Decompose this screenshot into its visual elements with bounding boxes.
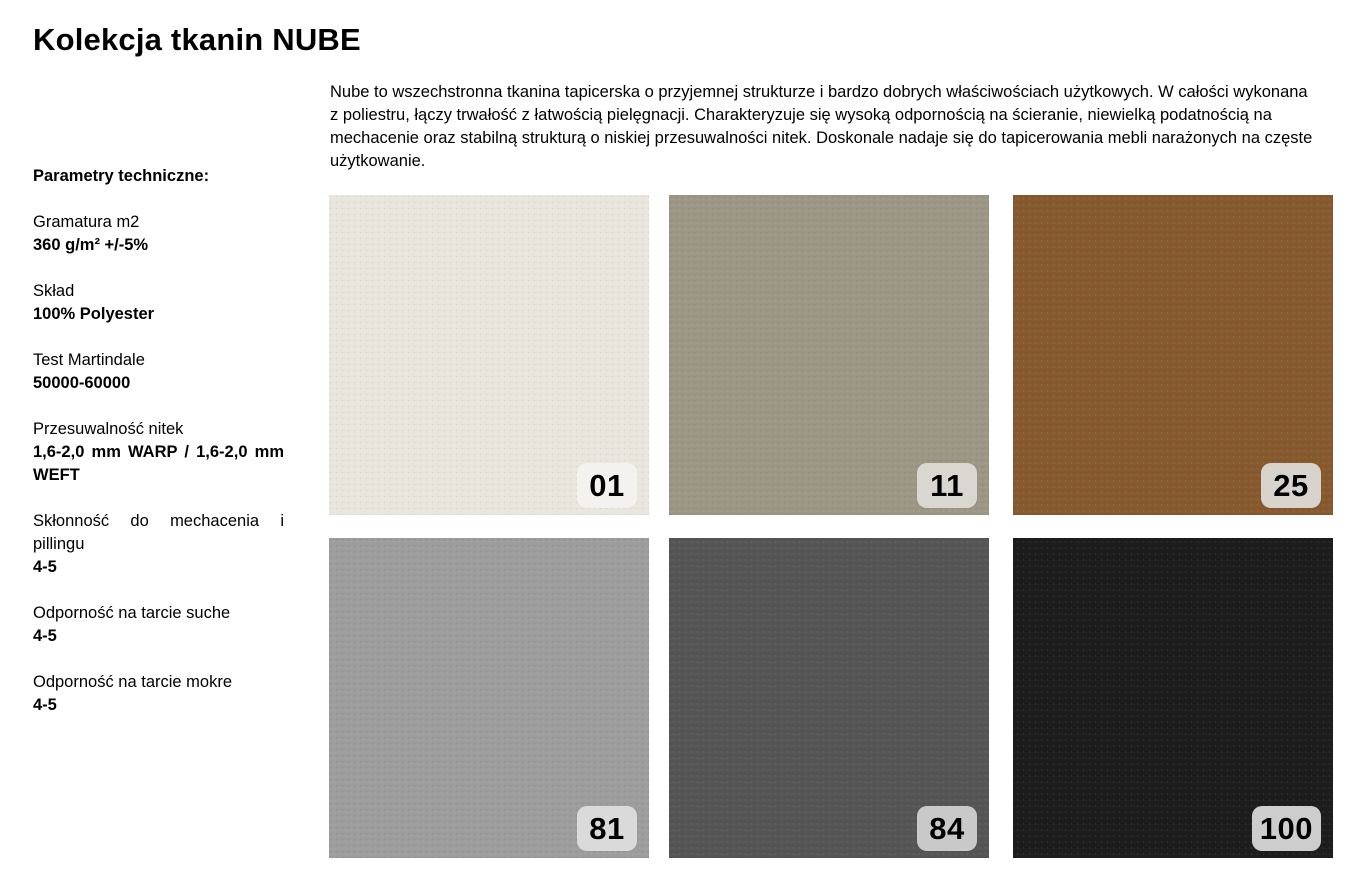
color-code-badge: 100	[1252, 806, 1321, 851]
fabric-swatch-25[interactable]	[1013, 195, 1333, 515]
page-title: Kolekcja tkanin NUBE	[33, 22, 361, 57]
fabric-swatch-01[interactable]	[329, 195, 649, 515]
param-label: Test Martindale	[33, 351, 145, 369]
color-code-badge: 11	[917, 463, 977, 508]
param-martindale	[33, 349, 284, 395]
param-value: 4-5	[33, 558, 57, 576]
technical-parameters	[33, 165, 284, 740]
color-code-badge: 84	[917, 806, 977, 851]
color-code-badge: 25	[1261, 463, 1321, 508]
param-seam-slippage	[33, 418, 284, 487]
param-dry-rubbing	[33, 602, 284, 648]
param-label: Odporność na tarcie mokre	[33, 673, 233, 691]
param-grammage	[33, 211, 284, 257]
param-label: Odporność na tarcie suche	[33, 604, 231, 622]
param-pilling	[33, 510, 284, 579]
color-code-badge: 01	[577, 463, 637, 508]
param-value: 50000-60000	[33, 374, 131, 392]
param-label: Przesuwalność nitek	[33, 420, 184, 438]
param-value: 4-5	[33, 696, 57, 714]
color-code-badge: 81	[577, 806, 637, 851]
param-value: 100% Polyester	[33, 305, 155, 323]
fabric-swatch-100[interactable]	[1013, 538, 1333, 858]
param-value: 360 g/m² +/-5%	[33, 236, 149, 254]
collection-description: Nube to wszechstronna tkanina tapicerska o przyjemnej strukturze i bardzo dobrych właściwościach użytkowych. W całości wykonana z poliestru, łączy trwałość z łatwością pielęgnacji. Charakteryzuje się wysoką odpornością na ścieranie, niewielką podatnością na mechacenie oraz stabilną strukturą o niskiej przesuwalności nitek. Doskonale nadaje się do tapicerowania mebli narażonych na częste użytkowanie.	[330, 83, 1313, 170]
param-value: 1,6-2,0 mm WARP / 1,6-2,0 mm WEFT	[33, 443, 284, 484]
param-label: Skład	[33, 282, 75, 300]
param-label: Skłonność do mechacenia i pillingu	[33, 512, 284, 553]
param-value: 4-5	[33, 627, 57, 645]
fabric-swatch-11[interactable]	[669, 195, 989, 515]
param-label: Gramatura m2	[33, 213, 140, 231]
fabric-swatch-84[interactable]	[669, 538, 989, 858]
fabric-swatch-81[interactable]	[329, 538, 649, 858]
param-composition	[33, 280, 284, 326]
parameters-heading: Parametry techniczne:	[33, 167, 210, 185]
param-wet-rubbing	[33, 671, 284, 717]
